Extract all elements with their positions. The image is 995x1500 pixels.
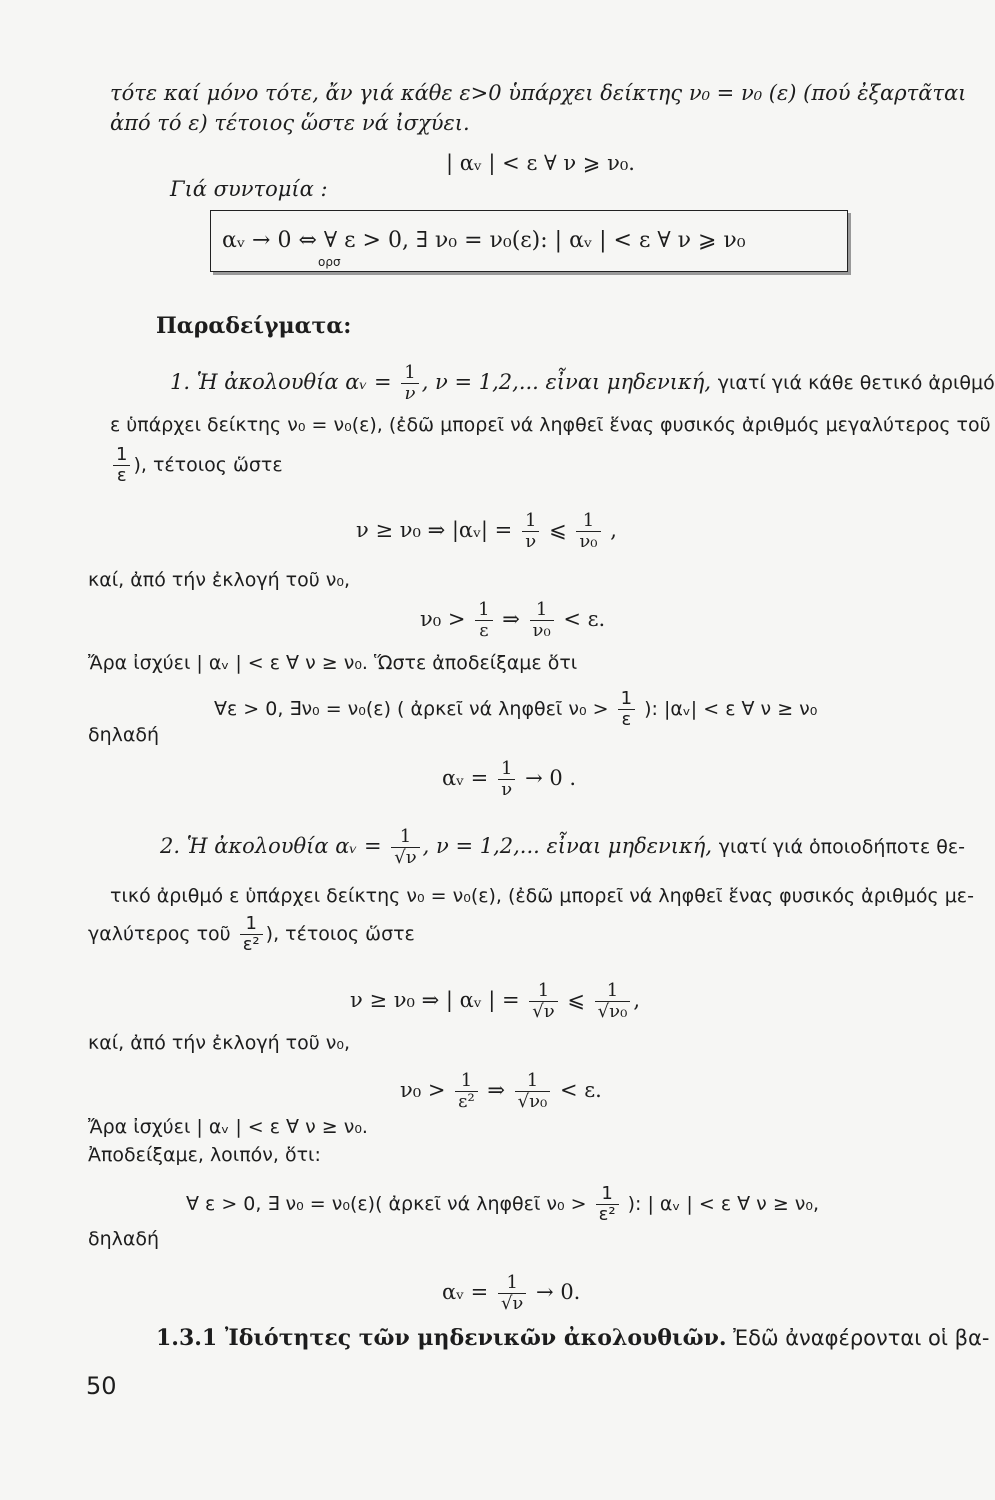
- ex1-line-3: [110, 445, 283, 486]
- ex1-line-3-den: ε: [116, 465, 127, 486]
- ex2-fraction-num: 1: [391, 827, 419, 848]
- ex1-eq1-den-1: ν: [525, 531, 537, 552]
- ex2-eq3-num: 1: [596, 1184, 619, 1205]
- ex2-fraction: [391, 827, 419, 868]
- ex2-line-3-den: ε²: [242, 934, 260, 955]
- ex1-eq4-end: → 0 .: [518, 766, 577, 790]
- ex1-eq4-den: ν: [501, 779, 513, 800]
- ex2-choice: καί, ἀπό τήν ἐκλογή τοῦ ν₀,: [88, 1032, 351, 1054]
- section-continuation: Ἐδῶ ἀναφέρονται οἱ βα-: [726, 1326, 990, 1350]
- ex2-line-1: [160, 824, 965, 869]
- ex2-eq2-den-2: √ν₀: [517, 1091, 548, 1112]
- ex1-eq3-start: ∀ε > 0, ∃ν₀ = ν₀(ε) ( ἀρκεῖ νά ληφθεῖ ν₀ >: [214, 698, 615, 720]
- page-number: 50: [86, 1372, 117, 1400]
- ex2-equation-4: [442, 1270, 580, 1314]
- ex2-eq1-fraction-1: [529, 981, 557, 1022]
- ex1-eq2-start: ν₀ >: [420, 607, 473, 631]
- ex1-eq1-fraction-2: [576, 511, 600, 552]
- ex2-eq2-num-2: 1: [515, 1071, 551, 1092]
- ex2-eq2-num-1: 1: [455, 1071, 478, 1092]
- ex1-eq3-end: ): |αᵥ| < ε ∀ ν ≥ ν₀: [638, 698, 818, 720]
- ex2-eq3-end: ): | αᵥ | < ε ∀ ν ≥ ν₀,: [621, 1193, 820, 1215]
- ex2-line-3-start: γαλύτερος τοῦ: [88, 923, 237, 945]
- ex1-line-3-fraction: [113, 445, 130, 486]
- intro-line-2: ἀπό τό ε) τέτοιος ὥστε νά ἰσχύει.: [110, 111, 470, 135]
- section-title: 1.3.1 Ἰδιότητες τῶν μηδενικῶν ἀκολουθιῶν.: [156, 1325, 727, 1351]
- ex2-eq2-fraction-2: [515, 1071, 551, 1112]
- ex1-eq1-mid: ⩽: [542, 518, 574, 542]
- ex1-eq1-fraction-1: [522, 511, 539, 552]
- ex2-line-2: τικό ἀριθμό ε ὑπάρχει δείκτης ν₀ = ν₀(ε), (ἐδῶ μπορεῖ νά ληφθεῖ ἕνας φυσικός ἀριθμός με-: [110, 885, 974, 907]
- ex1-holds: Ἄρα ἰσχύει | αᵥ | < ε ∀ ν ≥ ν₀. Ὥστε ἀποδείξαμε ὅτι: [88, 652, 578, 674]
- ex2-eq2-end: < ε.: [553, 1078, 602, 1102]
- ex1-eq3-num: 1: [618, 689, 635, 710]
- ex2-holds: Ἄρα ἰσχύει | αᵥ | < ε ∀ ν ≥ ν₀.: [88, 1116, 368, 1138]
- ex2-equation-1: [350, 978, 640, 1022]
- ex1-eq1-num-1: 1: [522, 511, 539, 532]
- ex2-proved: Ἀποδείξαμε, λοιπόν, ὅτι:: [88, 1144, 321, 1166]
- intro-line-1: τότε καί μόνο τότε, ἄν γιά κάθε ε>0 ὑπάρχει δείκτης ν₀ = ν₀ (ε) (πού ἐξαρτᾶται: [110, 81, 967, 105]
- ex2-eq1-mid: ⩽: [560, 988, 592, 1012]
- ex1-eq3-fraction: [618, 689, 635, 730]
- ex1-fraction-num: 1: [401, 363, 418, 384]
- ex2-line-3-end: ), τέτοιος ὥστε: [265, 923, 415, 945]
- ex2-eq1-fraction-2: [595, 981, 631, 1022]
- ex1-eq2-end: < ε.: [556, 607, 606, 631]
- ex2-line-3-fraction: [240, 914, 263, 955]
- ex2-eq2-fraction-1: [455, 1071, 478, 1112]
- ex2-line-1-start: 2. Ἡ ἀκολουθία αᵥ =: [160, 834, 389, 858]
- ex1-eq1-den-2: ν₀: [579, 531, 598, 552]
- ex1-eq2-num-1: 1: [475, 600, 492, 621]
- ex1-eq1-end: ,: [603, 518, 617, 542]
- ex2-line-1-mid: , ν = 1,2,... εἶναι μηδενική,: [422, 834, 713, 858]
- ex2-namely: δηλαδή: [88, 1228, 160, 1250]
- ex1-eq4-num: 1: [498, 759, 515, 780]
- ex1-equation-1: [356, 508, 617, 552]
- ex1-eq2-num-2: 1: [530, 600, 554, 621]
- section-heading: [156, 1325, 989, 1352]
- ex2-eq4-num: 1: [498, 1273, 526, 1294]
- ex2-eq3-start: ∀ ε > 0, ∃ ν₀ = ν₀(ε)( ἀρκεῖ νά ληφθεῖ ν₀ >: [186, 1193, 593, 1215]
- ex1-equation-4: [442, 756, 576, 800]
- ex2-line-3: [88, 914, 415, 955]
- ex2-eq1-start: ν ≥ ν₀ ⇒ | αᵥ | =: [350, 988, 527, 1012]
- ex1-line-1-start: 1. Ἡ ἀκολουθία αᵥ =: [170, 370, 399, 394]
- ex1-fraction: [401, 363, 418, 404]
- ex1-line-1-end: γιατί γιά κάθε θετικό ἀριθμό: [717, 372, 995, 394]
- ex1-line-2: ε ὑπάρχει δείκτης ν₀ = ν₀(ε), (ἐδῶ μπορεῖ νά ληφθεῖ ἕνας φυσικός ἀριθμός μεγαλύτερος τοῦ: [110, 414, 991, 436]
- ex1-eq2-fraction-1: [475, 600, 492, 641]
- ex2-eq4-den: √ν: [500, 1293, 524, 1314]
- ex2-eq2-start: ν₀ >: [400, 1078, 453, 1102]
- shortly-label: Γιά συντομία :: [170, 177, 328, 201]
- intro-condition: | αᵥ | < ε ∀ ν ⩾ ν₀.: [446, 151, 635, 175]
- ex2-eq3-fraction: [596, 1184, 619, 1225]
- ex2-eq2-mid: ⇒: [480, 1078, 512, 1102]
- ex1-eq2-den-1: ε: [479, 620, 489, 641]
- ex2-eq4-fraction: [498, 1273, 526, 1314]
- ex1-line-3-text: ), τέτοιος ὥστε: [133, 454, 283, 476]
- ex1-line-1-mid: , ν = 1,2,... εἶναι μηδενική,: [421, 370, 712, 394]
- ex2-eq1-num-1: 1: [529, 981, 557, 1002]
- definition-arrow-subscript: ορσ: [318, 255, 341, 269]
- ex2-line-1-end: γιατί γιά ὁποιοδήποτε θε-: [718, 836, 966, 858]
- ex2-eq1-den-2: √ν₀: [597, 1001, 628, 1022]
- ex2-eq4-start: αᵥ =: [442, 1280, 495, 1304]
- ex1-equation-3: [214, 687, 817, 731]
- ex2-eq1-den-1: √ν: [532, 1001, 555, 1022]
- ex1-eq4-fraction: [498, 759, 515, 800]
- ex2-line-3-num: 1: [240, 914, 263, 935]
- ex1-line-3-num: 1: [113, 445, 130, 466]
- examples-heading: Παραδείγματα:: [156, 313, 352, 339]
- ex1-namely: δηλαδή: [88, 724, 160, 746]
- ex1-eq1-num-2: 1: [576, 511, 600, 532]
- ex1-eq3-den: ε: [621, 709, 632, 730]
- ex1-line-1: [170, 360, 995, 405]
- ex2-equation-2: [400, 1068, 602, 1112]
- ex2-eq4-end: → 0.: [529, 1280, 581, 1304]
- ex2-eq1-end: ,: [633, 988, 640, 1012]
- ex1-fraction-den: ν: [404, 383, 416, 404]
- ex1-eq2-den-2: ν₀: [532, 620, 551, 641]
- ex2-eq1-num-2: 1: [595, 981, 631, 1002]
- ex1-eq4-start: αᵥ =: [442, 766, 495, 790]
- ex2-eq2-den-1: ε²: [458, 1091, 475, 1112]
- definition-formula: αᵥ → 0 ⇔ ∀ ε > 0, ∃ ν₀ = ν₀(ε): | αᵥ | < ε ∀ ν ⩾ ν₀: [222, 228, 746, 253]
- ex1-eq1-start: ν ≥ ν₀ ⇒ |αᵥ| =: [356, 518, 519, 542]
- ex1-eq2-mid: ⇒: [495, 607, 527, 631]
- ex1-eq2-fraction-2: [530, 600, 554, 641]
- ex2-equation-3: [186, 1182, 819, 1226]
- ex1-choice: καί, ἀπό τήν ἐκλογή τοῦ ν₀,: [88, 569, 351, 591]
- ex2-eq3-den: ε²: [598, 1204, 616, 1225]
- ex2-fraction-den: √ν: [394, 847, 417, 868]
- ex1-equation-2: [420, 597, 605, 641]
